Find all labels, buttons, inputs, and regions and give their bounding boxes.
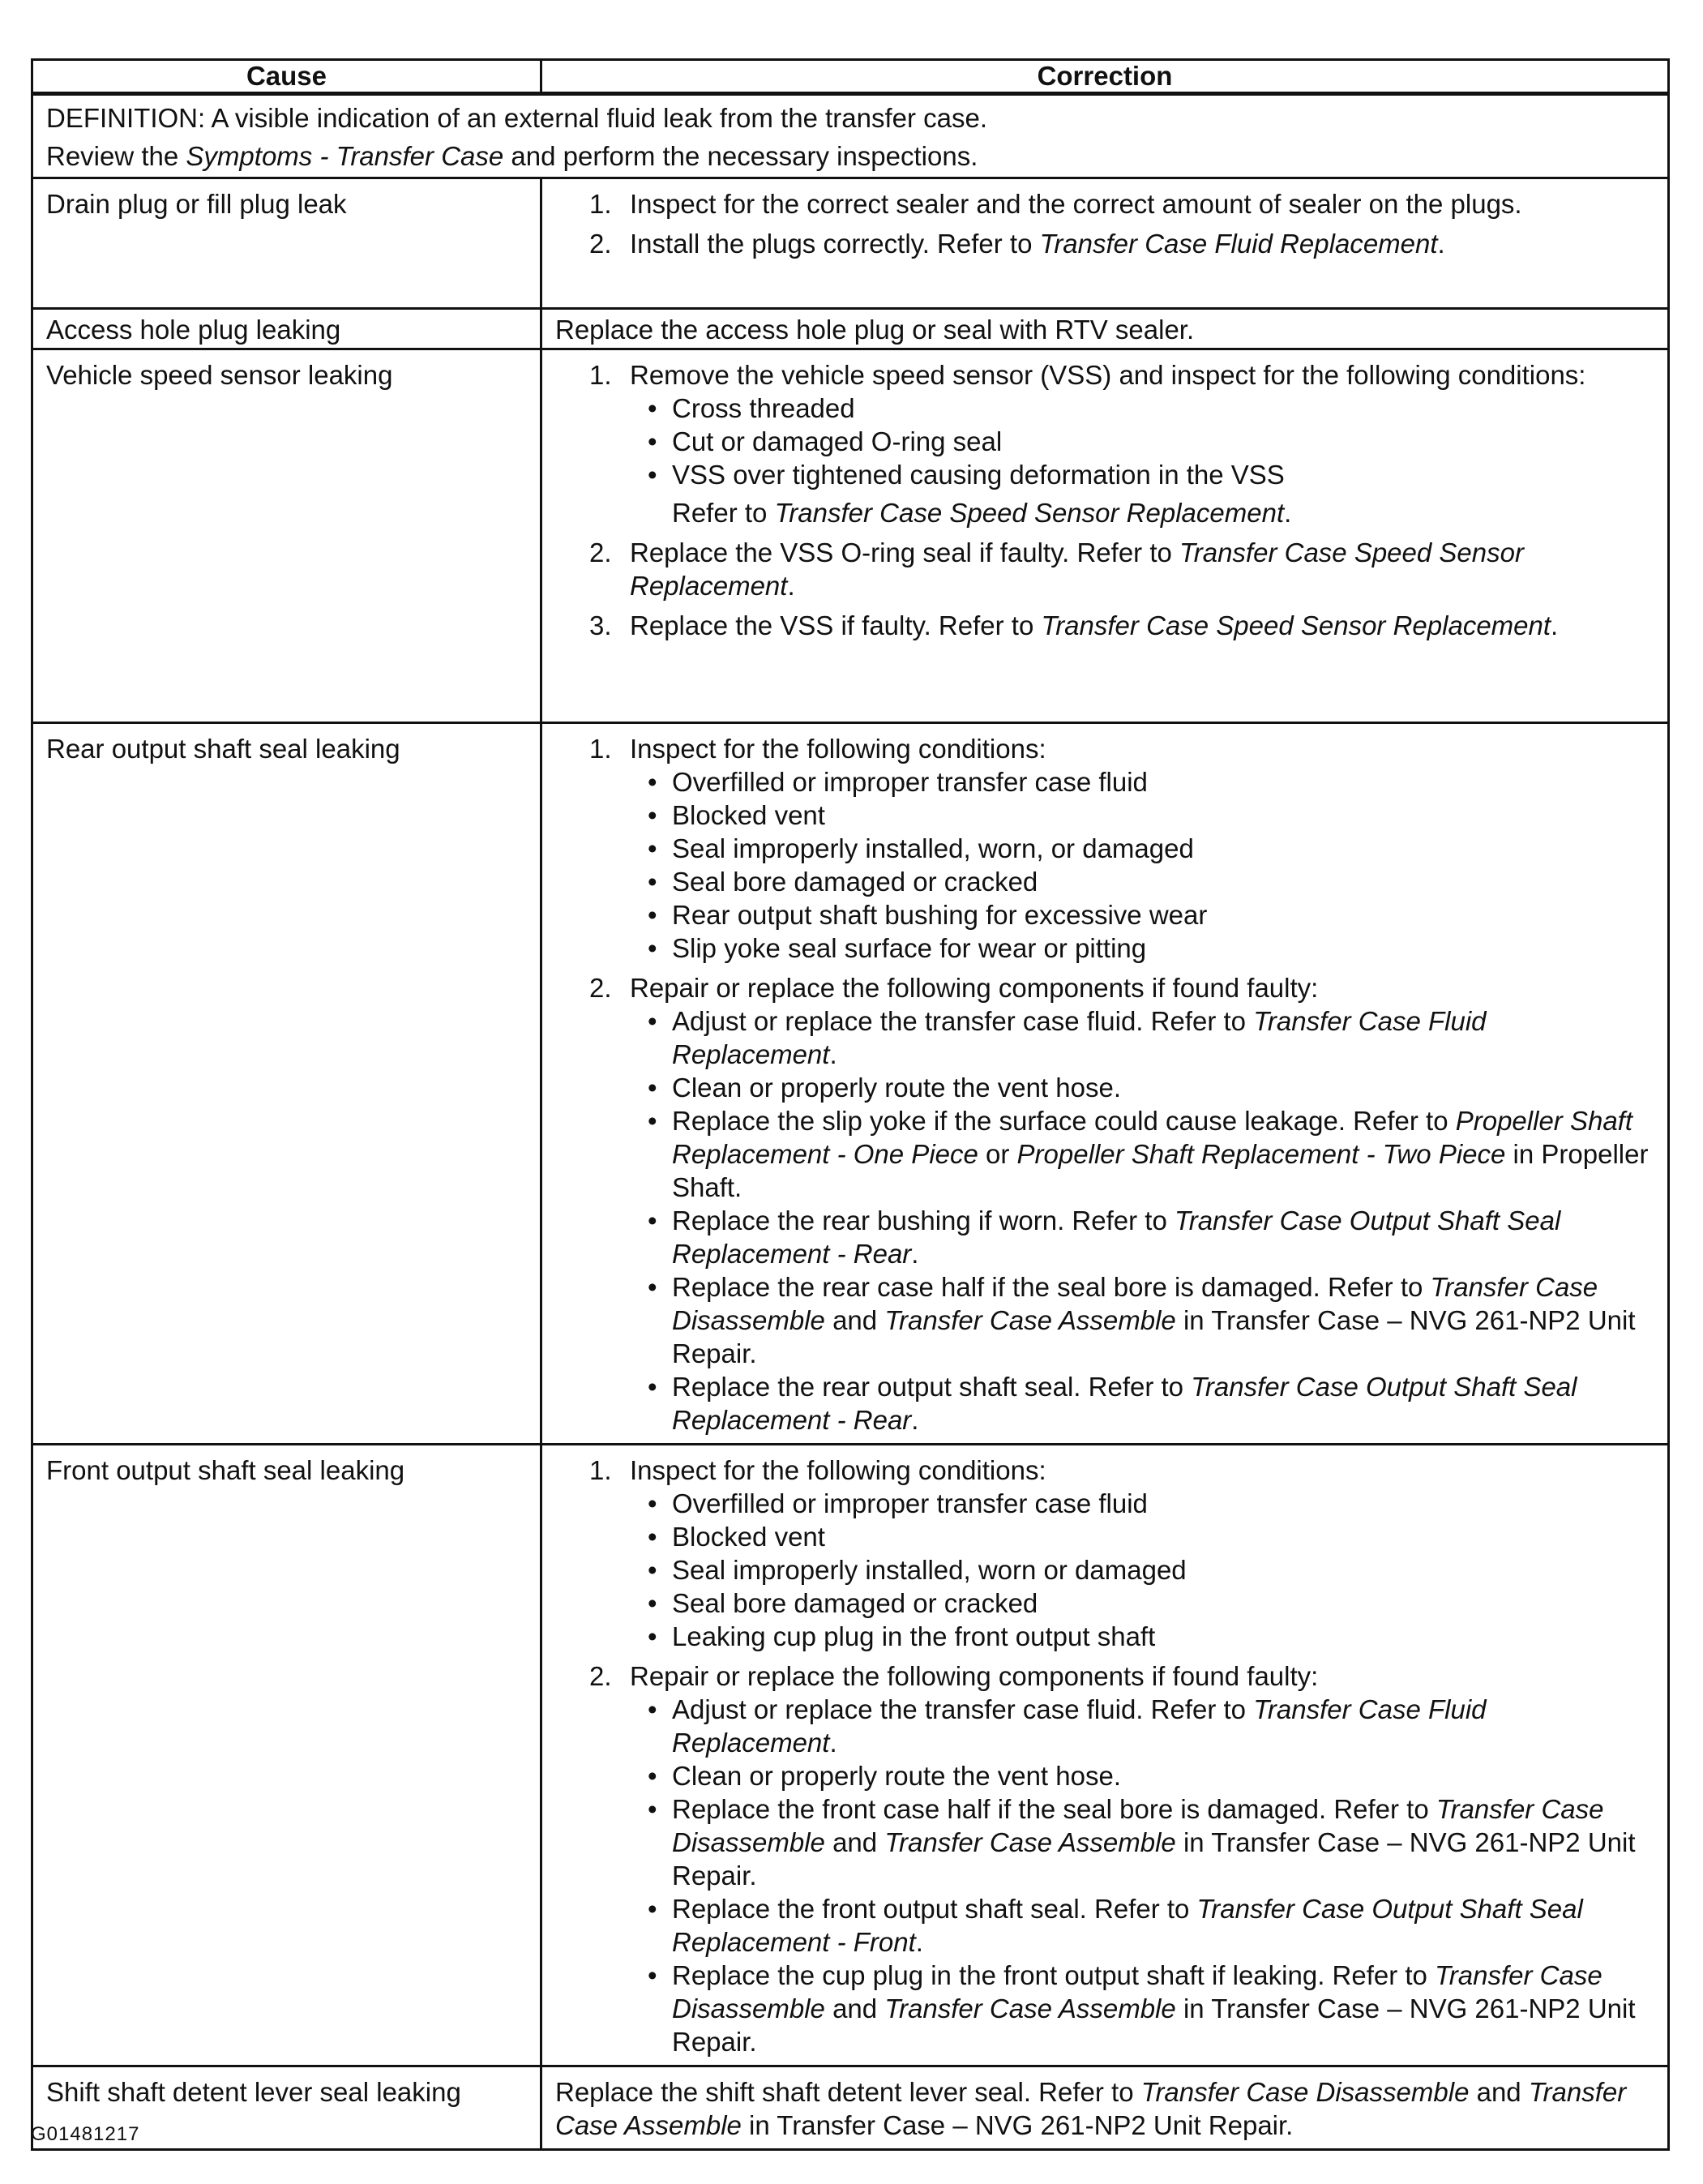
repair-list xyxy=(630,1693,1656,2058)
list-item: • Seal bore damaged or cracked xyxy=(672,1587,1656,1620)
correction-cell xyxy=(541,178,1669,309)
cause-column-header: Cause xyxy=(32,60,541,94)
definition-text: DEFINITION: A visible indication of an external fluid leak from the transfer case. xyxy=(46,103,988,133)
list-item: • Replace the rear output shaft seal. Refer to Transfer Case Output Shaft Seal Replacement - Rear. xyxy=(672,1370,1656,1437)
list-item: • Seal improperly installed, worn or damaged xyxy=(672,1553,1656,1587)
list-item: • Cross threaded xyxy=(672,392,1656,425)
list-item: 2. Install the plugs correctly. Refer to Transfer Case Fluid Replacement. xyxy=(589,229,1445,259)
list-item: • Replace the rear case half if the seal bore is damaged. Refer to Transfer Case Disassemble and Transfer Case Assemble in Transfer Case – NVG 261-NP2 Unit Repair. xyxy=(672,1270,1656,1370)
list-item: • Clean or properly route the vent hose. xyxy=(672,1759,1656,1792)
list-item: 2. Replace the VSS O-ring seal if faulty. Refer to Transfer Case Speed Sensor Replacement. xyxy=(589,537,1524,601)
list-item: • Overfilled or improper transfer case fluid xyxy=(672,765,1656,799)
list-item: • Adjust or replace the transfer case fluid. Refer to Transfer Case Fluid Replacement. xyxy=(672,1693,1656,1759)
table-header-row xyxy=(32,60,1669,94)
cause-cell: Access hole plug leaking xyxy=(32,309,541,349)
list-item: • Replace the front output shaft seal. Refer to Transfer Case Output Shaft Seal Replacement - Front. xyxy=(672,1892,1656,1959)
list-item: • Slip yoke seal surface for wear or pitting xyxy=(672,931,1656,965)
list-item: • Rear output shaft bushing for excessive wear xyxy=(672,898,1656,931)
list-item: • Cut or damaged O-ring seal xyxy=(672,425,1656,458)
list-item: 2. Repair or replace the following components if found faulty: • Adjust or replace the transfer case fluid. Refer to Transfer Case Fluid Replacement. • Clean or properly route the vent hose. • Replace the slip yoke if the surface could cause leakage. Refer to Propeller Shaft Replacement - One Piece or Propeller Shaft Replacement - Two Piece in Propeller Shaft. • Replace the rear bushing if worn. Refer to Transfer Case Output Shaft Seal Replacement - Rear. • Replace the rear case half if the seal bore is damaged. Refer to Transfer Case Disassemble and Transfer Case Assemble in Transfer Case – NVG 261-NP2 Unit Repair. • Replace the rear output shaft seal. Refer to Transfer Case Output Shaft Seal Replacement - Rear. xyxy=(630,971,1656,1437)
list-item: • Seal bore damaged or cracked xyxy=(672,865,1656,898)
step-list xyxy=(555,732,1656,1437)
condition-list xyxy=(630,765,1656,965)
table-row xyxy=(32,178,1669,309)
definition-row xyxy=(32,94,1669,178)
step-list xyxy=(555,358,1656,642)
cause-cell: Front output shaft seal leaking xyxy=(32,1445,541,2066)
table-row xyxy=(32,1445,1669,2066)
list-item: 1. Inspect for the following conditions: • Overfilled or improper transfer case fluid • Blocked vent • Seal improperly installed, worn, or damaged • Seal bore damaged or cracked • Rear output shaft bushing for excessive wear • Slip yoke seal surface for wear or pitting xyxy=(630,732,1656,965)
list-item: • Overfilled or improper transfer case fluid xyxy=(672,1487,1656,1520)
cause-cell: Drain plug or fill plug leak xyxy=(32,178,541,309)
diagnostic-table xyxy=(31,58,1670,2151)
list-item: • Replace the slip yoke if the surface could cause leakage. Refer to Propeller Shaft Replacement - One Piece or Propeller Shaft Replacement - Two Piece in Propeller Shaft. xyxy=(672,1104,1656,1204)
correction-column-header: Correction xyxy=(541,60,1669,94)
list-item: 3. Replace the VSS if faulty. Refer to Transfer Case Speed Sensor Replacement. xyxy=(589,610,1559,640)
condition-list xyxy=(630,1487,1656,1653)
list-item: • Blocked vent xyxy=(672,1520,1656,1553)
correction-cell xyxy=(541,723,1669,1445)
step-list xyxy=(555,1454,1656,2058)
table-row xyxy=(32,2066,1669,2150)
list-item: • VSS over tightened causing deformation in the VSS xyxy=(672,458,1656,491)
list-item: • Clean or properly route the vent hose. xyxy=(672,1071,1656,1104)
list-item: 1. Inspect for the correct sealer and the correct amount of sealer on the plugs. xyxy=(589,189,1522,219)
list-item: • Replace the rear bushing if worn. Refer to Transfer Case Output Shaft Seal Replacement - Rear. xyxy=(672,1204,1656,1270)
definition-cell xyxy=(32,94,1669,178)
repair-list xyxy=(630,1004,1656,1437)
review-instruction: Review the Symptoms - Transfer Case and perform the necessary inspections. xyxy=(46,141,978,171)
list-item: 1. Remove the vehicle speed sensor (VSS) and inspect for the following conditions: • Cross threaded • Cut or damaged O-ring seal • VSS over tightened causing deformation in the VSS Refer to Transfer Case Speed Sensor Replacement. xyxy=(630,358,1656,529)
list-item: • Blocked vent xyxy=(672,799,1656,832)
figure-id: G01481217 xyxy=(31,2123,140,2145)
symptoms-reference: Symptoms - Transfer Case xyxy=(186,141,504,171)
list-item: 2. Repair or replace the following components if found faulty: • Adjust or replace the transfer case fluid. Refer to Transfer Case Fluid Replacement. • Clean or properly route the vent hose. • Replace the front case half if the seal bore is damaged. Refer to Transfer Case Disassemble and Transfer Case Assemble in Transfer Case – NVG 261-NP2 Unit Repair. • Replace the front output shaft seal. Refer to Transfer Case Output Shaft Seal Replacement - Front. • Replace the cup plug in the front output shaft if leaking. Refer to Transfer Case Disassemble and Transfer Case Assemble in Transfer Case – NVG 261-NP2 Unit Repair. xyxy=(630,1659,1656,2058)
step-list xyxy=(555,187,1656,260)
list-item: • Leaking cup plug in the front output shaft xyxy=(672,1620,1656,1653)
cause-cell: Shift shaft detent lever seal leaking xyxy=(32,2066,541,2150)
condition-list xyxy=(630,392,1656,491)
list-item: 1. Inspect for the following conditions: • Overfilled or improper transfer case fluid • Blocked vent • Seal improperly installed, worn or damaged • Seal bore damaged or cracked • Leaking cup plug in the front output shaft xyxy=(630,1454,1656,1653)
table-row xyxy=(32,349,1669,723)
correction-cell: Replace the access hole plug or seal with RTV sealer. xyxy=(541,309,1669,349)
cause-cell: Rear output shaft seal leaking xyxy=(32,723,541,1445)
correction-cell xyxy=(541,349,1669,723)
table-row xyxy=(32,723,1669,1445)
list-item: • Adjust or replace the transfer case fluid. Refer to Transfer Case Fluid Replacement. xyxy=(672,1004,1656,1071)
correction-cell: Replace the shift shaft detent lever seal. Refer to Transfer Case Disassemble and Transfer Case Assemble in Transfer Case – NVG 261-NP2 Unit Repair. xyxy=(541,2066,1669,2150)
table-row xyxy=(32,309,1669,349)
list-item: • Replace the front case half if the seal bore is damaged. Refer to Transfer Case Disassemble and Transfer Case Assemble in Transfer Case – NVG 261-NP2 Unit Repair. xyxy=(672,1792,1656,1892)
reference-note: Refer to Transfer Case Speed Sensor Replacement. xyxy=(672,498,1292,528)
cause-cell: Vehicle speed sensor leaking xyxy=(32,349,541,723)
list-item: • Seal improperly installed, worn, or damaged xyxy=(672,832,1656,865)
list-item: • Replace the cup plug in the front output shaft if leaking. Refer to Transfer Case Disassemble and Transfer Case Assemble in Transfer Case – NVG 261-NP2 Unit Repair. xyxy=(672,1959,1656,2058)
correction-cell xyxy=(541,1445,1669,2066)
